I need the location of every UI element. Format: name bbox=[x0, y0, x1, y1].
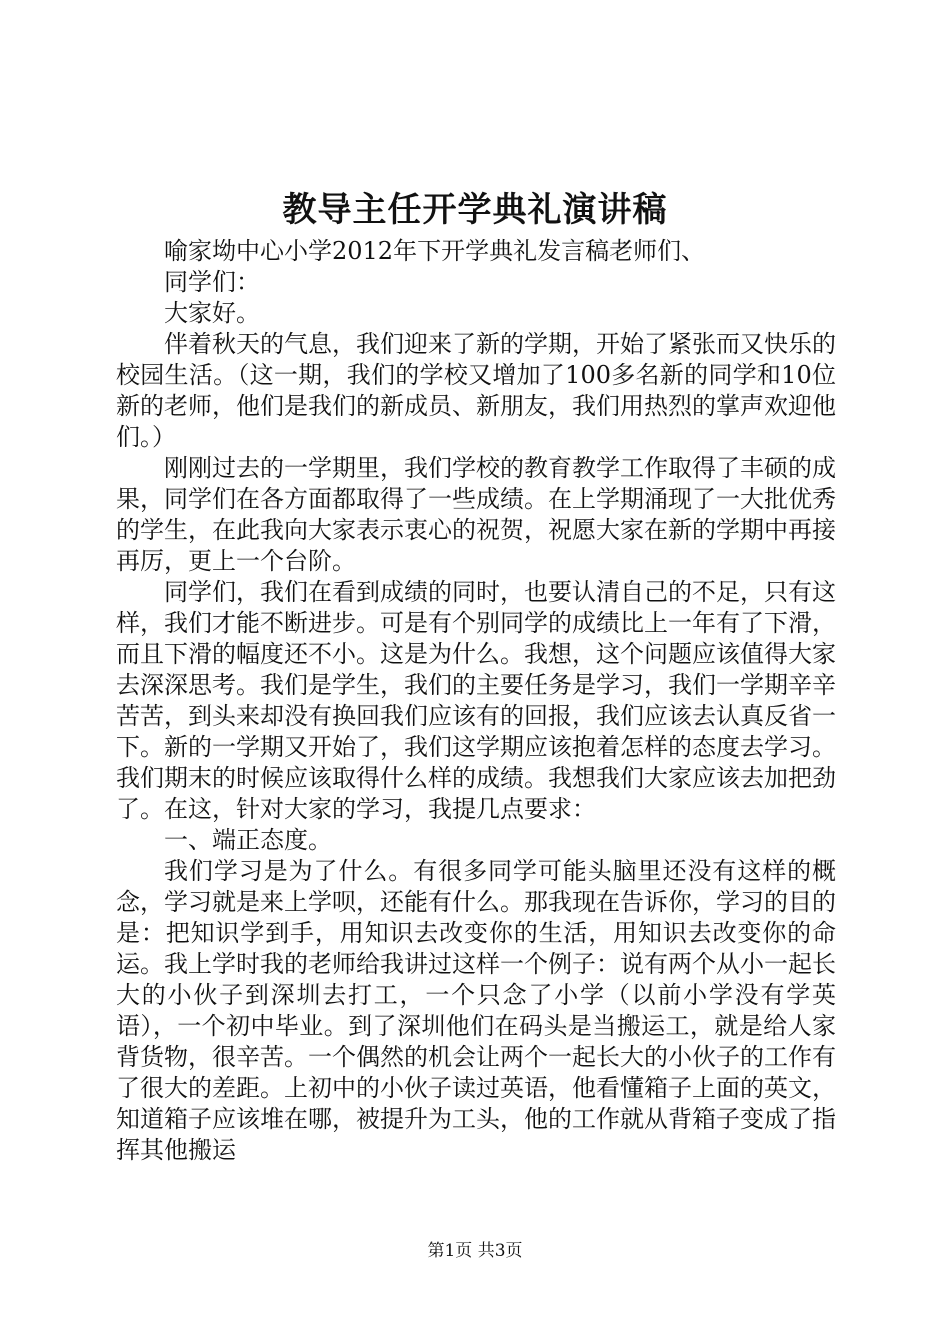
paragraph-achievements: 刚刚过去的一学期里，我们学校的教育教学工作取得了丰硕的成果，同学们在各方面都取得了一些成绩。在上学期涌现了一大批优秀的学生，在此我向大家表示衷心的祝贺，祝愿大家在新的学期中再接再厉，更上一个台阶。 bbox=[116, 454, 836, 575]
paragraph-greeting: 大家好。 bbox=[164, 299, 260, 327]
paragraph-shortcomings: 同学们，我们在看到成绩的同时，也要认清自己的不足，只有这样，我们才能不断进步。可是有个别同学的成绩比上一年有了下滑，而且下滑的幅度还不小。这是为什么。我想，这个问题应该值得大家去深深思考。我们是学生，我们的主要任务是学习，我们一学期辛辛苦苦，到头来却没有换回我们应该有的回报，我们应该去认真反省一下。新的一学期又开始了，我们这学期应该抱着怎样的态度去学习。我们期末的时候应该取得什么样的成绩。我想我们大家应该去加把劲了。在这，针对大家的学习，我提几点要求： bbox=[116, 578, 836, 823]
paragraph-learning-purpose: 我们学习是为了什么。有很多同学可能头脑里还没有这样的概念，学习就是来上学呗，还能有什么。那我现在告诉你，学习的目的是：把知识学到手，用知识去改变你的生活，用知识去改变你的命运。我上学时我的老师给我讲过这样一个例子：说有两个从小一起长大的小伙子到深圳去打工，一个只念了小学（以前小学没有学英语），一个初中毕业。到了深圳他们在码头是当搬运工，就是给人家背货物，很辛苦。一个偶然的机会让两个一起长大的小伙子的工作有了很大的差距。上初中的小伙子读过英语，他看懂箱子上面的英文，知道箱子应该堆在哪，被提升为工头，他的工作就从背箱子变成了指挥其他搬运 bbox=[116, 857, 836, 1164]
paragraph-heading-line: 喻家坳中心小学2012年下开学典礼发言稿老师们、 bbox=[164, 237, 706, 265]
paragraph-point-one: 一、端正态度。 bbox=[164, 826, 332, 854]
paragraph-new-semester: 伴着秋天的气息，我们迎来了新的学期，开始了紧张而又快乐的校园生活。（这一期，我们的学校又增加了100多名新的同学和10位新的老师，他们是我们的新成员、新朋友，我们用热烈的掌声欢迎他们。） bbox=[116, 330, 836, 451]
document-body bbox=[116, 236, 836, 1166]
document-title: 教导主任开学典礼演讲稿 bbox=[282, 190, 668, 230]
paragraph-salutation: 同学们： bbox=[164, 268, 260, 296]
page-number-footer: 第1页 共3页 bbox=[427, 1241, 523, 1261]
